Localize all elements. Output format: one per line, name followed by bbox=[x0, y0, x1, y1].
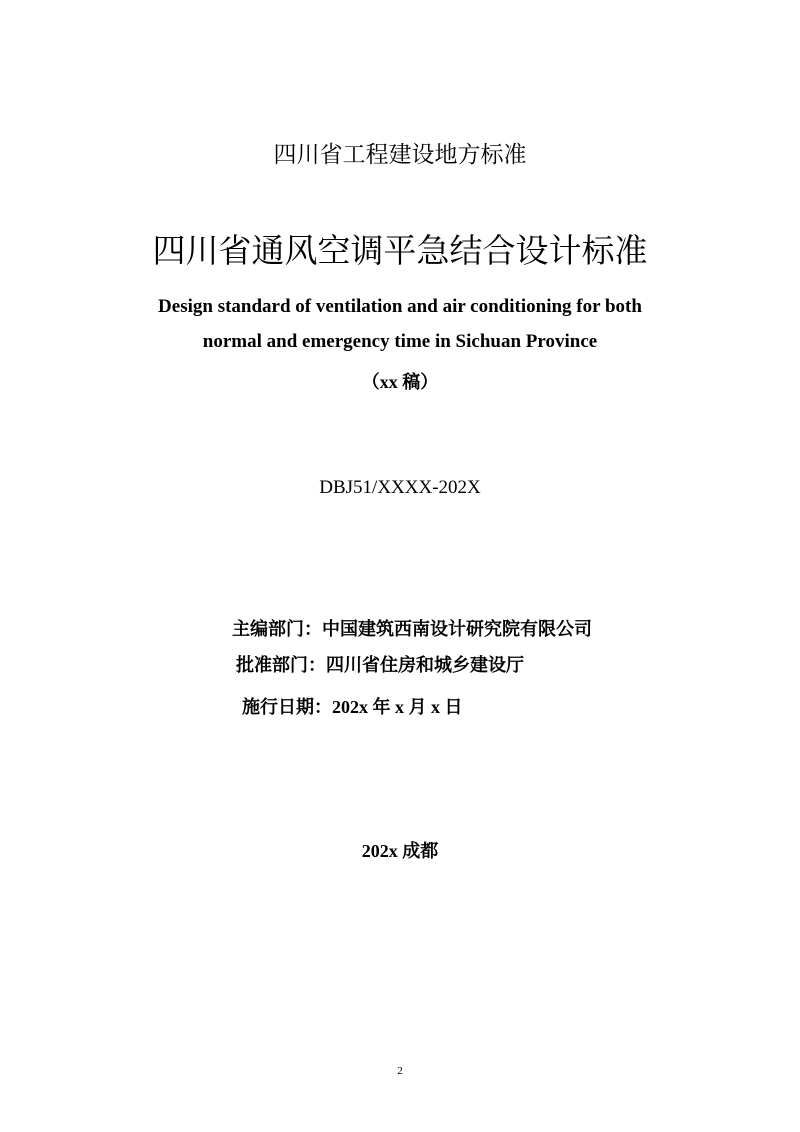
effective-label: 施行日期： bbox=[242, 697, 332, 718]
effective-date bbox=[242, 694, 463, 721]
page-number: 2 bbox=[397, 1065, 403, 1077]
effective-value: 202x 年 x 月 x 日 bbox=[332, 697, 463, 717]
editor-value: 中国建筑西南设计研究院有限公司 bbox=[322, 619, 592, 640]
standard-code: DBJ51/XXXX-202X bbox=[319, 477, 481, 498]
title-english-line-2: normal and emergency time in Sichuan Province bbox=[202, 331, 598, 352]
title-chinese: 四川省通风空调平急结合设计标准 bbox=[152, 231, 648, 270]
editor-department bbox=[232, 616, 592, 643]
draft-label: （xx 稿） bbox=[361, 372, 439, 392]
editor-label: 主编部门： bbox=[232, 619, 322, 640]
standard-category: 四川省工程建设地方标准 bbox=[273, 142, 527, 168]
approver-department bbox=[236, 652, 524, 679]
title-english-line-1: Design standard of ventilation and air conditioning for both bbox=[158, 296, 642, 317]
year-and-place: 202x 成都 bbox=[361, 841, 439, 861]
approver-value: 四川省住房和城乡建设厅 bbox=[326, 655, 524, 676]
approver-label: 批准部门： bbox=[236, 655, 326, 676]
